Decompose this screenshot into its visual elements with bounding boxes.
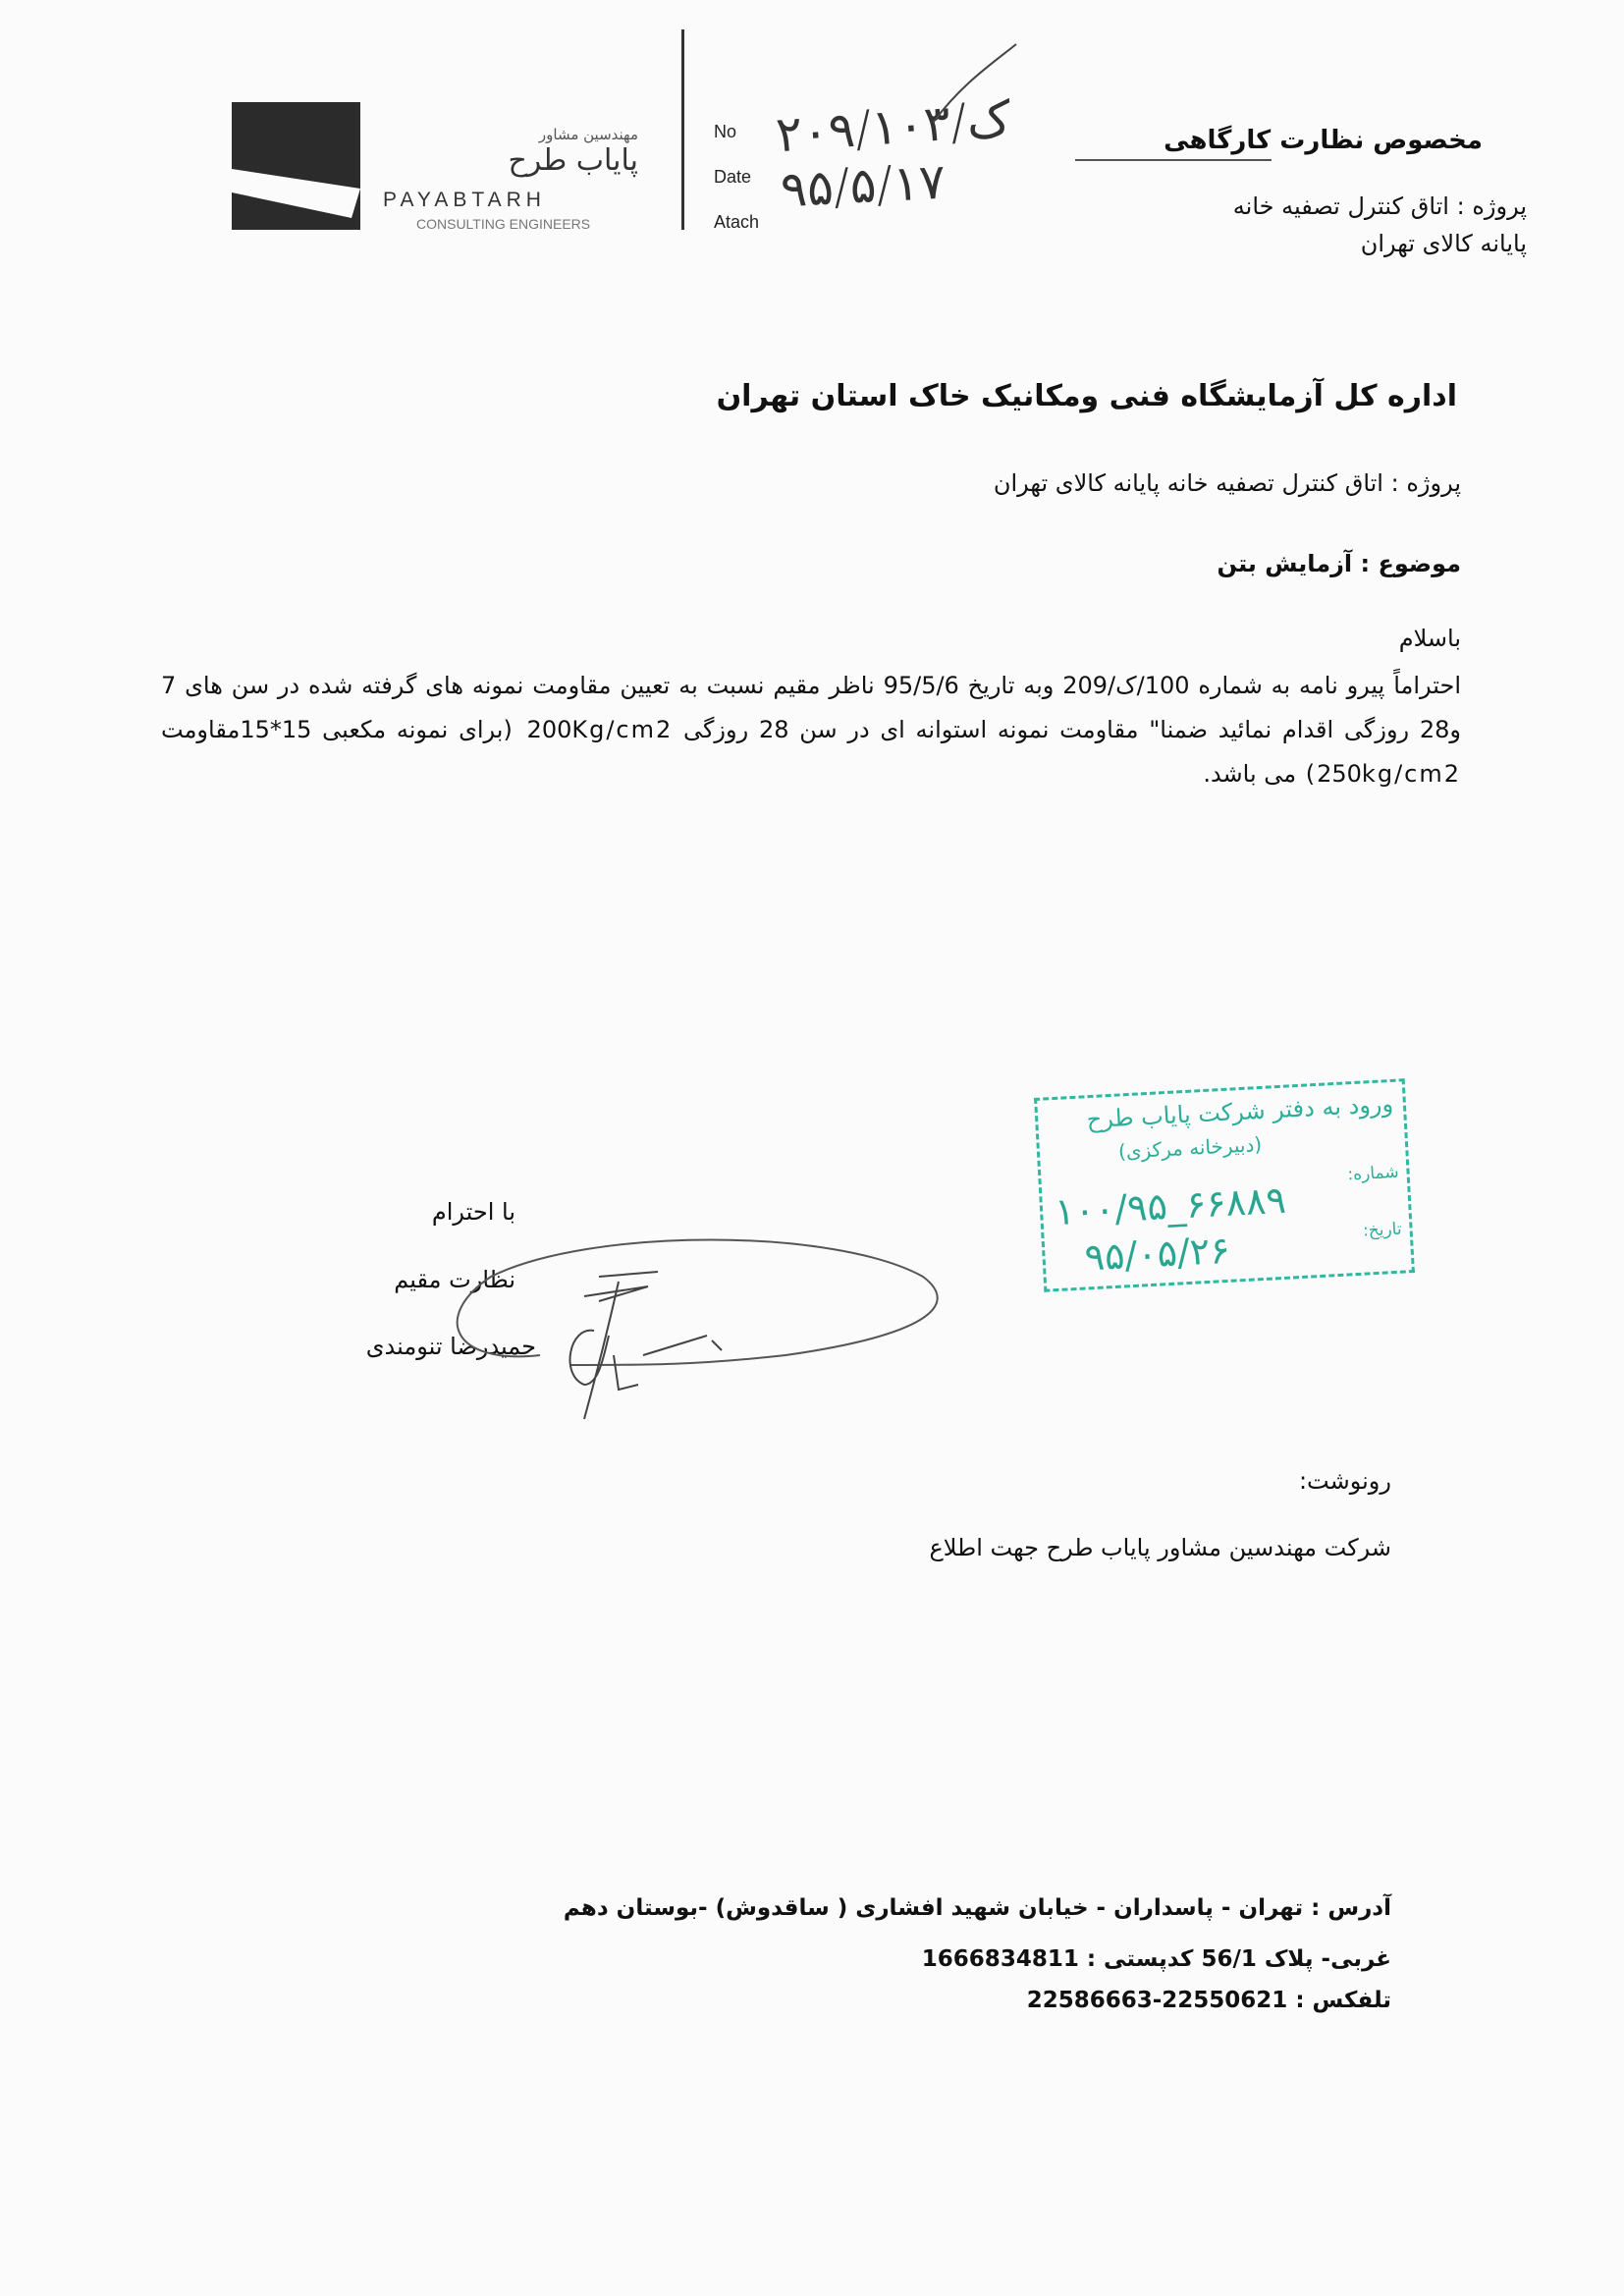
recipient: اداره کل آزمایشگاه فنی ومکانیک خاک استان تهران (716, 379, 1457, 413)
cc-text: شرکت مهندسین مشاور پایاب طرح جهت اطلاع (929, 1534, 1391, 1561)
date-label: Date (714, 167, 752, 187)
handwritten-stroke (913, 39, 1031, 128)
signer-title: نظارت مقیم (394, 1266, 515, 1293)
closing: با احترام (431, 1198, 515, 1226)
attach-label: Atach (714, 212, 760, 232)
site-supervision-title: مخصوص نظارت کارگاهی (1164, 126, 1483, 155)
header-project-line2: پایانه کالای تهران (1360, 230, 1527, 257)
letter-date-handwritten: ۹۵/۵/۱۷ (779, 152, 947, 219)
stamp-line2: (دبیرخانه مرکزی) (1117, 1131, 1263, 1164)
footer-phone: تلفکس : 22550621-22586663 (1026, 1988, 1391, 2013)
underline (1075, 159, 1272, 161)
letter-body: احتراماً پیرو نامه به شماره 100/ک/209 وبه تاریخ 95/5/6 ناظر مقیم نسبت به تعیین مقاومت نمونه های گرفته شده در سن های 7 و28 روزگی اقدام نمائید ضمنا" مقاومت نمونه استوانه ای در سن 28 روزگی 200Kg/cm2 (برای نمونه مکعبی 15*15مقاومت 250kg/cm2) می باشد. (161, 672, 1462, 788)
stamp-number-value: ۱۰۰/۹۵_۶۶۸۸۹ (1054, 1177, 1287, 1234)
logo-subtitle-fa: مهندسین مشاور (538, 126, 638, 143)
greeting: باسلام (1398, 625, 1461, 652)
cc-label: رونوشت: (1298, 1467, 1391, 1495)
stamp-date-label: تاریخ: (1362, 1219, 1403, 1241)
project-line: پروژه : اتاق کنترل تصفیه خانه پایانه کالای تهران (993, 469, 1461, 497)
footer-address-line1: آدرس : تهران - پاسداران - خیابان شهید افشاری ( ساقدوش) -بوستان دهم (563, 1895, 1391, 1921)
company-logo-mark (232, 102, 360, 230)
stamp-number-label: شماره: (1346, 1162, 1400, 1185)
handwritten-signature (373, 1218, 962, 1434)
logo-subtitle-en: CONSULTING ENGINEERS (416, 216, 591, 232)
logo-name-en: PAYABTARH (383, 189, 546, 211)
no-label: No (714, 122, 737, 141)
footer-address-line2: غربی- پلاک 56/1 کدپستی : 1666834811 (921, 1946, 1391, 1972)
signer-name: حمیدرضا تنومندی (365, 1333, 536, 1360)
header-divider (681, 29, 684, 230)
stamp-date-value: ۹۵/۰۵/۲۶ (1083, 1228, 1231, 1280)
received-stamp (1034, 1078, 1415, 1292)
header-project-line1: پروژه : اتاق کنترل تصفیه خانه (1232, 192, 1527, 220)
letter-number-handwritten: ۲۰۹/ک/۱۰۳ (774, 89, 1013, 164)
logo-name-fa: پایاب طرح (508, 143, 638, 178)
subject-line: موضوع : آزمایش بتن (1217, 550, 1461, 577)
stamp-line1: ورود به دفتر شرکت پایاب طرح (1086, 1089, 1394, 1134)
